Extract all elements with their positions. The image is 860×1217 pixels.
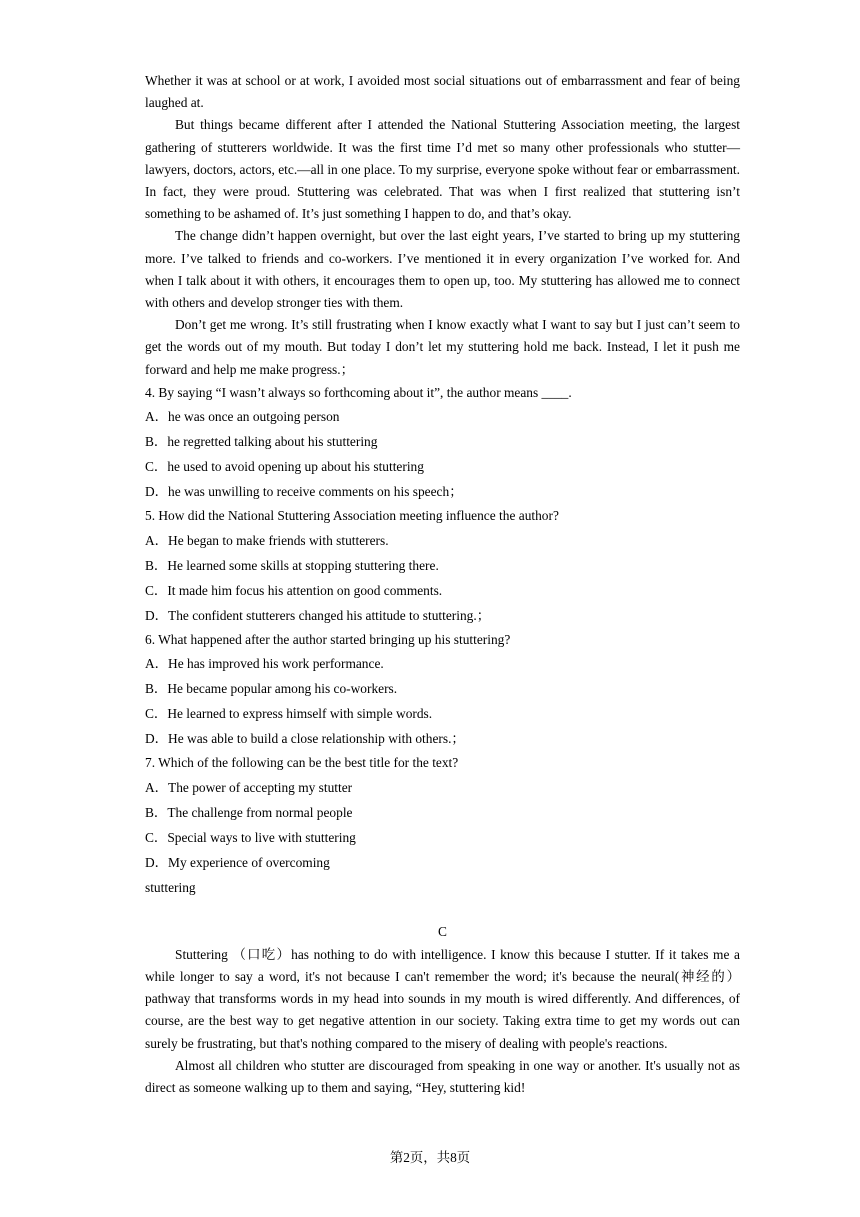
question-7 xyxy=(145,751,740,900)
question-stem: 6. What happened after the author started bringing up his stuttering? xyxy=(145,631,511,647)
page-number-footer: 第2页，共8页 xyxy=(389,1150,471,1165)
question-6 xyxy=(145,628,740,752)
answer-option-b: B．He learned some skills at stopping stuttering there. xyxy=(145,557,439,573)
answer-option-b: B．The challenge from normal people xyxy=(145,804,353,820)
paragraph: The change didn’t happen overnight, but over the last eight years, I’ve started to bring up my stuttering more. I’ve talked to friends and co-workers. I’ve mentioned it in every organization I’ve worked for. And when I talk about it with others, it encourages them to open up, too. My stuttering has allowed me to connect with others and develop stronger ties with them. xyxy=(145,228,740,311)
answer-option-a: A．He began to make friends with stutterers. xyxy=(145,532,389,548)
answer-option-b: B．He became popular among his co-workers. xyxy=(145,681,398,697)
answer-option-b: B．he regretted talking about his stuttering xyxy=(145,434,378,450)
passage-c xyxy=(145,944,740,1099)
paragraph: Whether it was at school or at work, I avoided most social situations out of embarrassment and fear of being laughed at. xyxy=(145,73,740,111)
answer-option-a: A．he was once an outgoing person xyxy=(145,409,340,425)
answer-option-c: C．he used to avoid opening up about his stuttering xyxy=(145,459,424,475)
answer-option-d: D．My experience of overcoming xyxy=(145,854,330,870)
answer-options-grid xyxy=(145,775,740,875)
question-stem: 4. By saying “I wasn’t always so forthcoming about it”, the author means ____. xyxy=(145,384,572,400)
question-4 xyxy=(145,381,740,505)
page-content xyxy=(145,70,740,1099)
question-5 xyxy=(145,504,740,628)
answer-option-d: D．he was unwilling to receive comments on his speech； xyxy=(145,484,463,500)
paragraph: Stuttering （口吃）has nothing to do with intelligence. I know this because I stutter. If it takes me a while longer to say a word, it's not because I can't remember the word; it's because the neural(神经的） pathway that transforms words in my head into sounds in my mouth is wired differently. And differences, of course, are the best way to get negative attention in our society. Taking extra time to get my words out can surely be frustrating, but that's nothing compared to the misery of dealing with people's reactions. xyxy=(145,946,740,1051)
answer-option-a: A．He has improved his work performance. xyxy=(145,656,384,672)
answer-option-d: D．The confident stutterers changed his attitude to stuttering.； xyxy=(145,607,491,623)
question-stem: 5. How did the National Stuttering Association meeting influence the author? xyxy=(145,508,559,524)
paragraph: Don’t get me wrong. It’s still frustrating when I know exactly what I want to say but I just can’t seem to get the words out of my mouth. But today I don’t let my stuttering hold me back. Instead, I let it push me forward and help me make progress.； xyxy=(145,317,740,377)
answer-option-c: C．It made him focus his attention on good comments. xyxy=(145,582,443,598)
section-heading: C xyxy=(438,923,447,939)
passage-b xyxy=(145,70,740,381)
answer-option-c: C．Special ways to live with stuttering xyxy=(145,829,356,845)
question-stem: 7. Which of the following can be the best title for the text? xyxy=(145,755,459,771)
paragraph: But things became different after I attended the National Stuttering Association meeting, the largest gathering of stutterers worldwide. It was the first time I’d met so many other professionals who stutter—lawyers, doctors, actors, etc.—all in one place. To my surprise, everyone spoke without fear or embarrassment. In fact, they were proud. Stuttering was celebrated. That was when I first realized that stuttering isn’t something to be ashamed of. It’s just something I happen to do, and that’s okay. xyxy=(145,117,740,222)
paragraph: Almost all children who stutter are discouraged from speaking in one way or another. It's usually not as direct as someone walking up to them and saying, “Hey, stuttering kid! xyxy=(145,1057,740,1096)
answer-option-d-continuation: stuttering xyxy=(145,879,196,895)
answer-option-d: D．He was able to build a close relationship with others.； xyxy=(145,731,465,747)
answer-option-a: A．The power of accepting my stutter xyxy=(145,779,353,795)
answer-option-c: C．He learned to express himself with simple words. xyxy=(145,706,433,722)
